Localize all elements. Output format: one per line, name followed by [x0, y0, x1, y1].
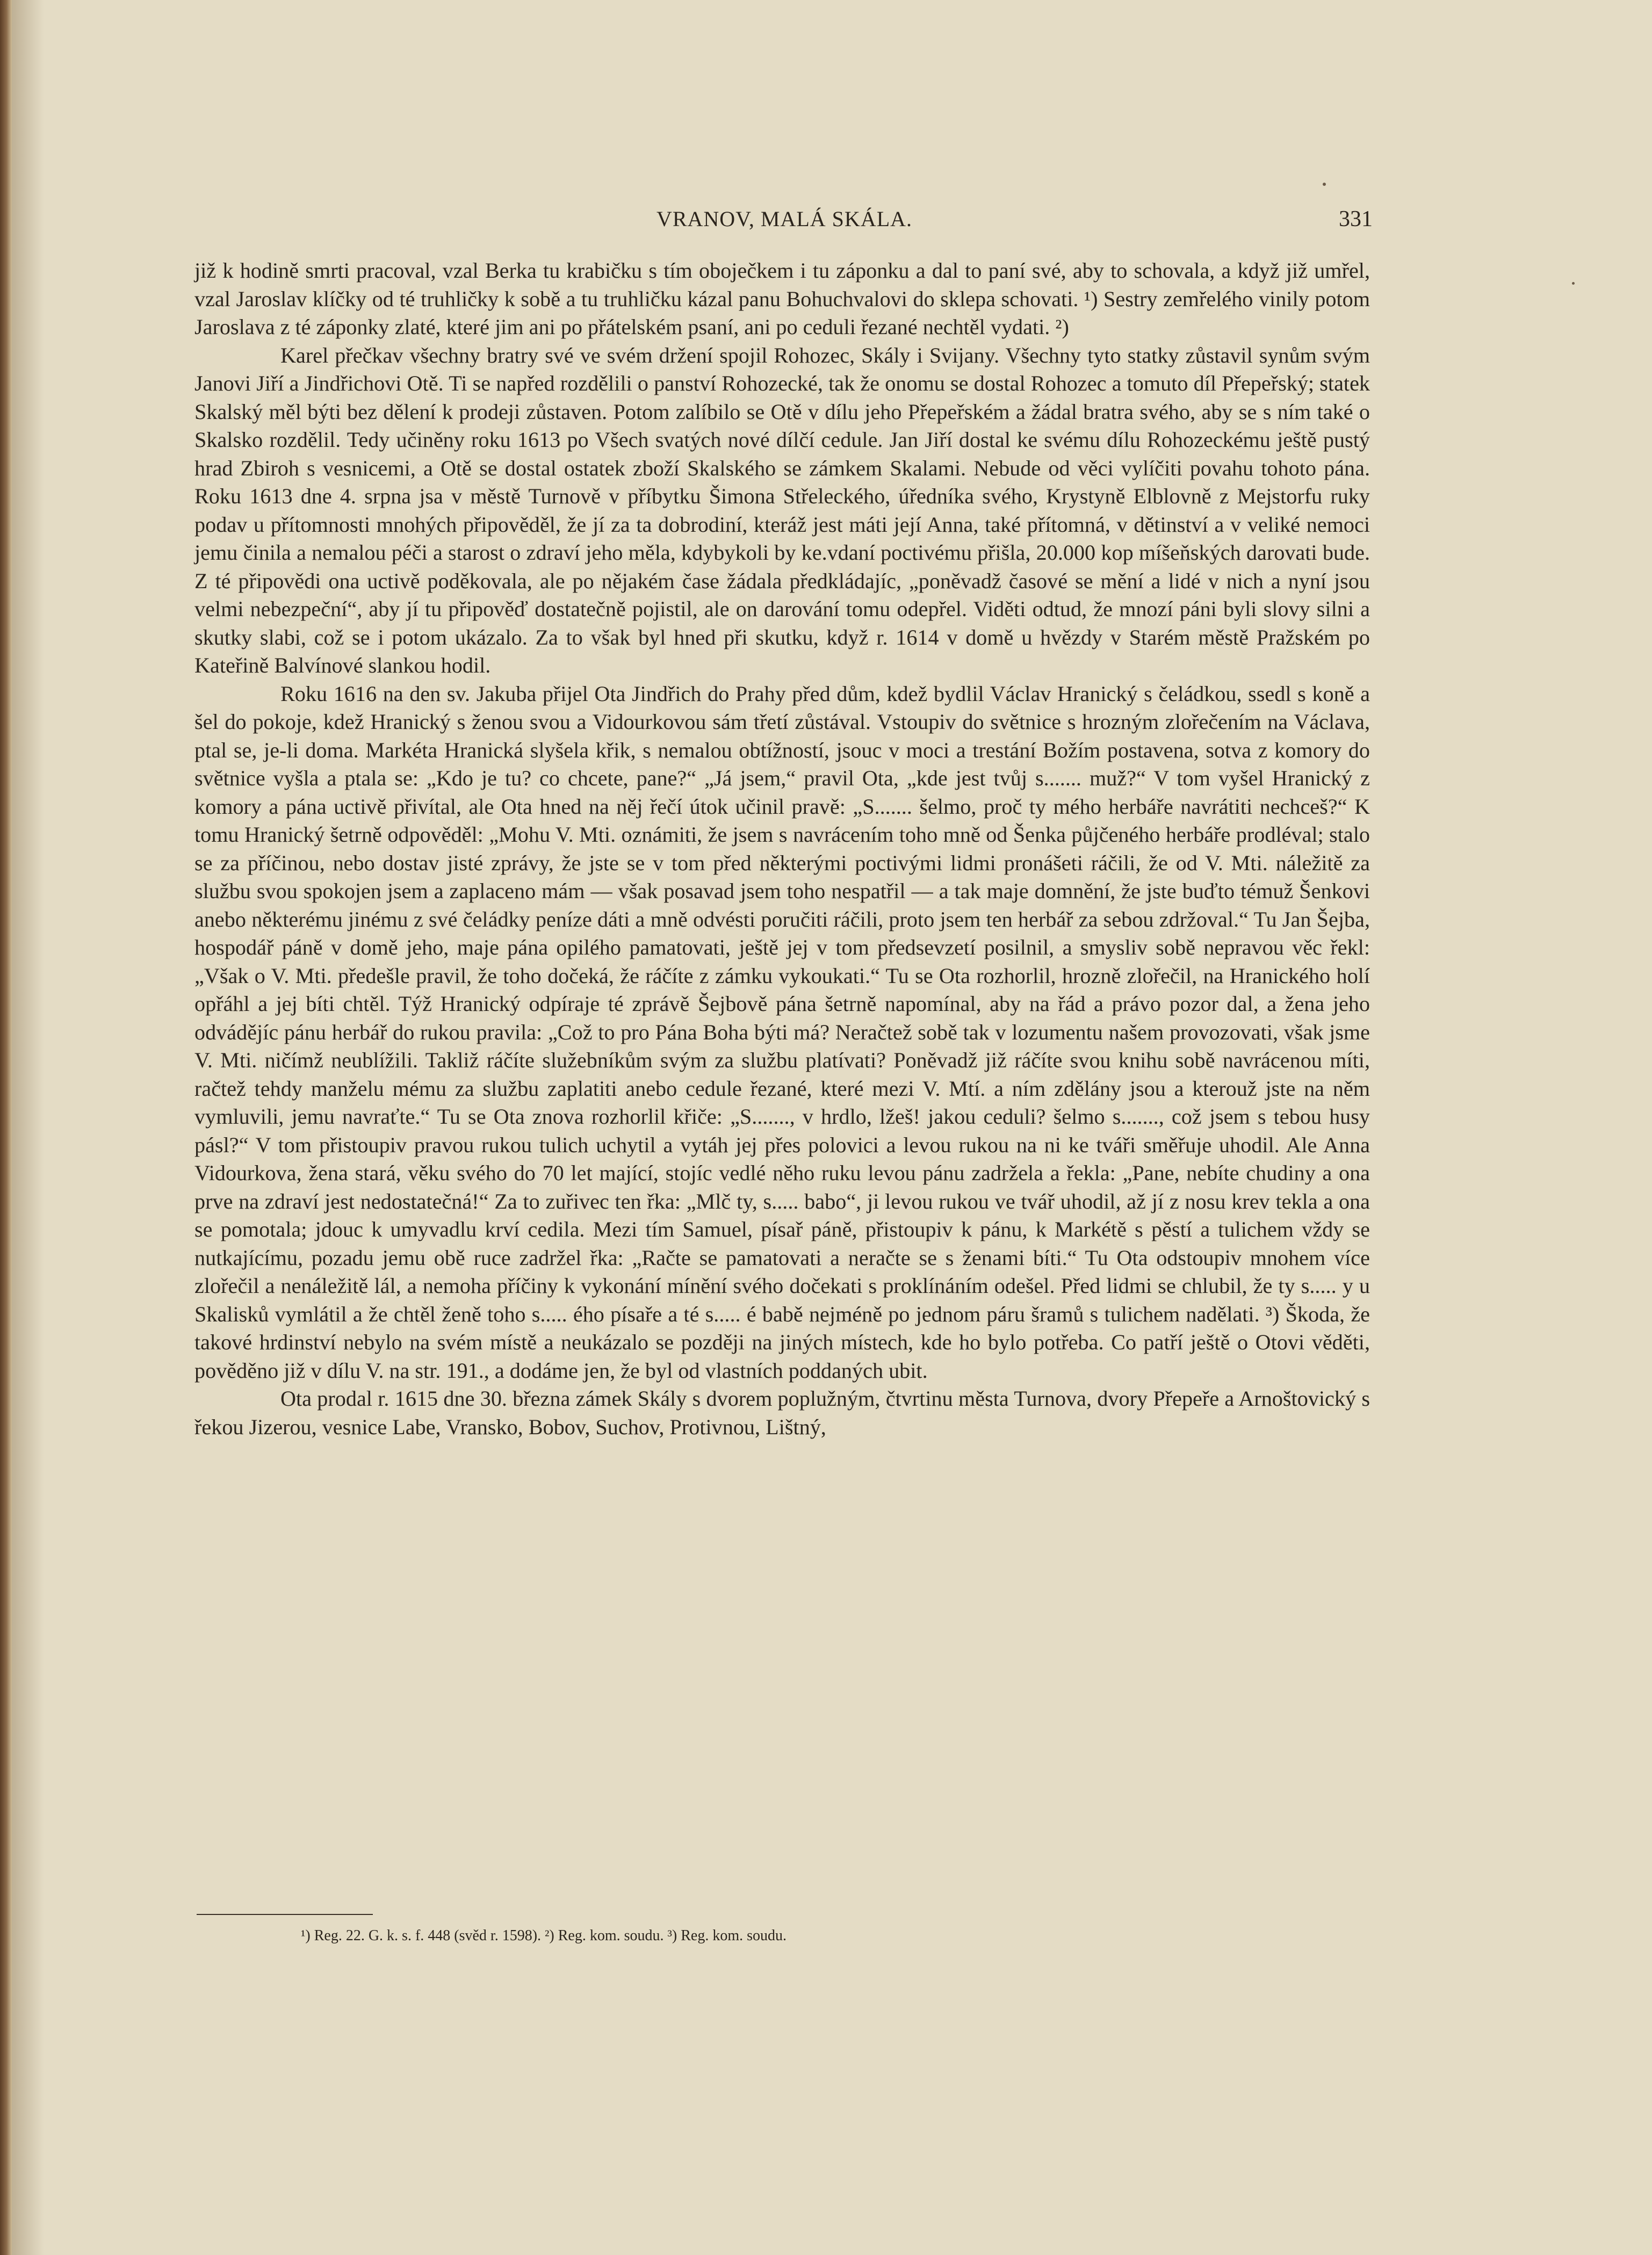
paper-speck — [1572, 282, 1575, 285]
running-title: VRANOV, MALÁ SKÁLA. — [656, 207, 913, 231]
book-spine-edge — [0, 0, 12, 2255]
paragraph-1: již k hodině smrti pracoval, vzal Berka tu krabičku s tím oboječkem i tu záponku a dal to paní své, aby to schovala, a když již umřel, vzal Jaroslav klíčky od té truhličky k sobě a tu truhličku kázal panu Bohuchvalovi do sklepa schovati. ¹) Sestry zemřelého vinily potom Jaroslava z té záponky zlaté, které jim ani po přátelském psaní, ani po ceduli řezané nechtěl vydati. ²) — [194, 258, 1370, 339]
page-gutter-shadow — [12, 0, 44, 2255]
paragraph-4: Ota prodal r. 1615 dne 30. března zámek Skály s dvorem poplužným, čtvrtinu města Turnova, dvory Přepeře a Arnoštovický s řekou Jizerou, vesnice Labe, Vransko, Bobov, Suchov, Protivnou, Lištný, — [194, 1386, 1370, 1439]
paper-speck — [1323, 183, 1326, 186]
paragraph-3: Roku 1616 na den sv. Jakuba přijel Ota Jindřich do Prahy před dům, kdež bydlil Václav Hranický s čeládkou, ssedl s koně a šel do pokoje, kdež Hranický s ženou svou a Vidourkovou sám třetí zůstával. Vstoupiv do světnice s hrozným zlořečením na Václava, ptal se, je-li doma. Markéta Hranická slyšela křik, s nemalou obtížností, jsouc v moci a trestání Božím postavena, sotva z komory do světnice vyšla a ptala se: „Kdo je tu? co chcete, pane?“ „Já jsem,“ pravil Ota, „kde jest tvůj s....... muž?“ V tom vyšel Hranický z komory a pána uctivě přivítal, ale Ota hned na něj řečí útok učinil pravě: „S....... šelmo, proč ty mého herbáře navrátiti nechceš?“ K tomu Hranický šetrně odpověděl: „Mohu V. Mti. oznámiti, že jsem s navrácením toho mně od Šenka půjčeného herbáře prodléval; stalo se za příčinou, nebo dostav jisté zprávy, že jste se v tom před některými poctivými lidmi pronášeti ráčili, že od V. Mti. náležitě za službu svou spokojen jsem a zaplaceno mám — však posavad jsem toho nespatřil — a tak maje domnění, že jste buďto témuž Šenkovi anebo některému jinému z své čeládky peníze dáti a mně odvésti poručiti ráčili, proto jsem ten herbář za sebou zdržoval.“ Tu Jan Šejba, hospodář páně v domě jeho, maje pána opilého pamatovati, ještě jej v tom předsevzetí posilnil, a smysliv sobě nepravou věc řekl: „Však o V. Mti. předešle pravil, že toho dočeká, že ráčíte z zámku vykoukati.“ Tu se Ota rozhorlil, hrozně zlořečil, na Hranického holí opřáhl a jej bíti chtěl. Týž Hranický odpíraje té zprávě Šejbově pána šetrně napomínal, aby na řád a právo pozor dal, a žena jeho odvádějíc pánu herbář do rukou pravila: „Což to pro Pána Boha býti má? Neračtež sobě tak v lozumentu našem provozovati, však jsme V. Mti. ničímž neublížili. Takliž ráčíte služebníkům svým za službu platívati? Poněvadž již ráčíte svou knihu sobě navrácenou míti, račtež tehdy manželu mému za službu zaplatiti anebo cedule řezané, které mezi V. Mtí. a ním zdělány jsou a kterouž jste na něm vymluvili, jemu navraťte.“ Tu se Ota znova rozhorlil křiče: „S......., v hrdlo, lžeš! jakou ceduli? šelmo s......., což jsem s tebou husy pásl?“ V tom přistoupiv pravou rukou tulich uchytil a vytáh jej přes polovici a levou rukou na ni ke tváři směřuje uhodil. Ale Anna Vidourkova, žena stará, věku svého do 70 let mající, stojíc vedlé něho ruku levou pánu zadržela a řekla: „Pane, nebíte chudiny a ona prve na zdraví jest nedostatečná!“ Za to zuřivec ten řka: „Mlč ty, s..... babo“, ji levou rukou ve tvář uhodil, až jí z nosu krev tekla a ona se pomotala; jdouc k umyvadlu krví cedila. Mezi tím Samuel, písař páně, přistoupiv k pánu, k Markétě s pěstí a tulichem vždy se nutkajícímu, pozadu jemu obě ruce zadržel řka: „Račte se pamatovati a neračte se s ženami bíti.“ Tu Ota odstoupiv mnohem více zlořečil a nenáležitě lál, a nemoha příčiny k vykonání mínění svého dočekati s proklínáním odešel. Před lidmi se chlubil, že ty s..... y u Skalisků vymlátil a že chtěl ženě toho s..... ého písaře a té s..... é babě nejméně po jednom páru šramů s tulichem nadělati. ³) Škoda, že takové hrdinství nebylo na svém místě a neukázalo se později na jiných místech, kde ho bylo potřeba. Co patří ještě o Otovi věděti, pověděno již v dílu V. na str. 191., a dodáme jen, že byl od vlastních poddaných ubit. — [194, 681, 1370, 1383]
page-number: 331 — [1339, 207, 1373, 232]
footnote-divider — [197, 1914, 373, 1915]
body-text — [194, 257, 1370, 1441]
paragraph-2: Karel přečkav všechny bratry své ve svém držení spojil Rohozec, Skály i Svijany. Všechny tyto statky zůstavil synům svým Janovi Jiří a Jindřichovi Otě. Ti se napřed rozdělili o panství Rohozecké, tak že onomu se dostal Rohozec a tomuto díl Přepeřský; statek Skalský měl býti bez dělení k prodeji zůstaven. Potom zalíbilo se Otě v dílu jeho Přepeřském a žádal bratra svého, aby se s ním také o Skalsko rozdělil. Tedy učiněny roku 1613 po Všech svatých nové dílčí cedule. Jan Jiří dostal ke svému dílu Rohozeckému ještě pustý hrad Zbiroh s vesnicemi, a Otě se dostal ostatek zboží Skalského se zámkem Skalami. Nebude od věci vylíčiti povahu tohoto pána. Roku 1613 dne 4. srpna jsa v městě Turnově v příbytku Šimona Střeleckého, úředníka svého, Krystyně Elblovně z Mejstorfu ruky podav u přítomnosti mnohých připověděl, že jí za ta dobrodiní, kteráž jest máti její Anna, také přítomná, v dětinství a v veliké nemoci jemu činila a nemalou péči a starost o zdraví jeho měla, kdybykoli by ke.vdaní poctivému přišla, 20.000 kop míšeňských darovati bude. Z té připovědi ona uctivě poděkovala, ale po nějakém čase žádala předkládajíc, „poněvadž časové se mění a lidé v nich a nyní jsou velmi nebezpeční“, aby jí tu připověď dostatečně pojistil, ale on darování tomu odepřel. Viděti odtud, že mnozí páni byli slovy silni a skutky slabi, což se i potom ukázalo. Za to však byl hned při skutku, když r. 1614 v domě u hvězdy v Starém městě Pražském po Kateřině Balvínové slankou hodil. — [194, 343, 1370, 677]
footnotes: ¹) Reg. 22. G. k. s. f. 448 (svěd r. 1598). ²) Reg. kom. soudu. ³) Reg. kom. soudu. — [301, 1927, 787, 1944]
page-header — [196, 206, 1373, 244]
